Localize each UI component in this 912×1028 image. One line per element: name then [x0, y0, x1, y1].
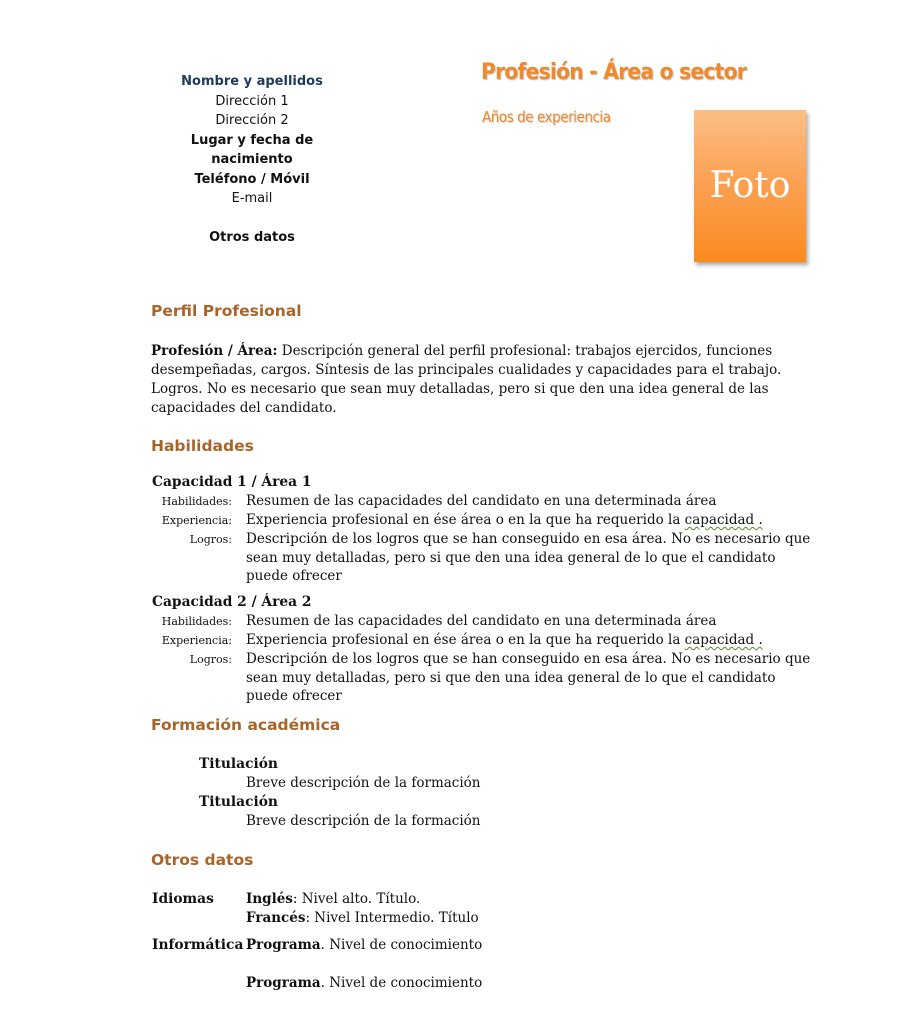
birth-place-date: Lugar y fecha de nacimiento — [190, 132, 314, 167]
achievements-text: Descripción de los logros que se han conseguido en esa área. No es necesario que sean muy detalladas, pero si que den una idea general de lo que el candidato puede ofrecer — [246, 531, 811, 584]
experience-text: Experiencia profesional en ése área o en la que ha requerido la — [246, 512, 685, 528]
language-level: : Nivel alto. Título. — [292, 891, 421, 907]
profile-lead: Profesión / Área: — [151, 343, 278, 359]
languages-label: Idiomas — [152, 891, 214, 907]
language-row — [246, 891, 420, 907]
capacity-title: Capacidad 2 / Área 2 — [152, 594, 312, 610]
experience-label: Experiencia: — [161, 634, 232, 647]
program-row — [246, 975, 482, 991]
education-title: Titulación — [199, 794, 278, 810]
phone: Teléfono / Móvil — [194, 171, 310, 187]
section-heading-other: Otros datos — [151, 851, 254, 869]
experience-label: Experiencia: — [161, 514, 232, 527]
email: E-mail — [231, 191, 273, 206]
education-description: Breve descripción de la formación — [246, 813, 481, 829]
program-row — [246, 937, 482, 953]
skills-text: Resumen de las capacidades del candidato en una determinada área — [246, 613, 717, 629]
profession-title: Profesión - Área o sector — [481, 60, 747, 85]
education-description: Breve descripción de la formación — [246, 775, 481, 791]
computing-label: Informática — [152, 937, 244, 953]
capacity-achievements-row — [152, 530, 812, 586]
skills-label: Habilidades: — [161, 495, 232, 508]
education-title: Titulación — [199, 756, 278, 772]
program-level: . Nivel de conocimiento — [320, 937, 483, 953]
experience-text: Experiencia profesional en ése área o en la que ha requerido la — [246, 632, 685, 648]
candidate-name: Nombre y apellidos — [181, 74, 323, 89]
program-level: . Nivel de conocimiento — [320, 975, 483, 991]
capacity-achievements-row — [152, 650, 812, 706]
capacity-skills-row — [152, 612, 812, 632]
capacity-title: Capacidad 1 / Área 1 — [152, 474, 312, 490]
photo-placeholder[interactable] — [694, 110, 806, 262]
achievements-label: Logros: — [189, 653, 232, 666]
achievements-text: Descripción de los logros que se han conseguido en esa área. No es necesario que sean muy detalladas, pero si que den una idea general de lo que el candidato puede ofrecer — [246, 651, 811, 704]
profile-paragraph — [151, 342, 811, 418]
experience-word: capacidad . — [684, 512, 763, 528]
address-line-1: Dirección 1 — [215, 93, 289, 109]
skills-label: Habilidades: — [161, 615, 232, 628]
photo-label: Foto — [709, 165, 791, 206]
program-name: Programa — [246, 975, 321, 991]
capacity-experience-row — [152, 511, 812, 531]
language-row — [246, 910, 479, 926]
capacity-skills-row — [152, 492, 812, 512]
capacity-experience-row — [152, 631, 812, 651]
achievements-label: Logros: — [189, 533, 232, 546]
skills-text: Resumen de las capacidades del candidato en una determinada área — [246, 493, 717, 509]
section-heading-skills: Habilidades — [151, 437, 254, 455]
address-line-2: Dirección 2 — [215, 113, 289, 128]
language-name: Francés — [246, 910, 306, 926]
language-name: Inglés — [246, 891, 293, 907]
experience-word: capacidad . — [684, 632, 763, 648]
other-contact-data: Otros datos — [209, 229, 295, 245]
section-heading-profile: Perfil Profesional — [151, 302, 302, 320]
section-heading-education: Formación académica — [151, 716, 341, 734]
profile-text: Descripción general del perfil profesional: trabajos ejercidos, funciones desempeñadas, cargos. Síntesis de las principales cualidades y capacidades para el trabajo. Logros. No es necesario que sean muy detalladas, pero si que den una idea general de las capacidades del candidato. — [151, 343, 782, 416]
contact-block — [150, 72, 354, 247]
years-experience: Años de experiencia — [482, 108, 611, 126]
language-level: : Nivel Intermedio. Título — [305, 910, 479, 926]
program-name: Programa — [246, 937, 321, 953]
